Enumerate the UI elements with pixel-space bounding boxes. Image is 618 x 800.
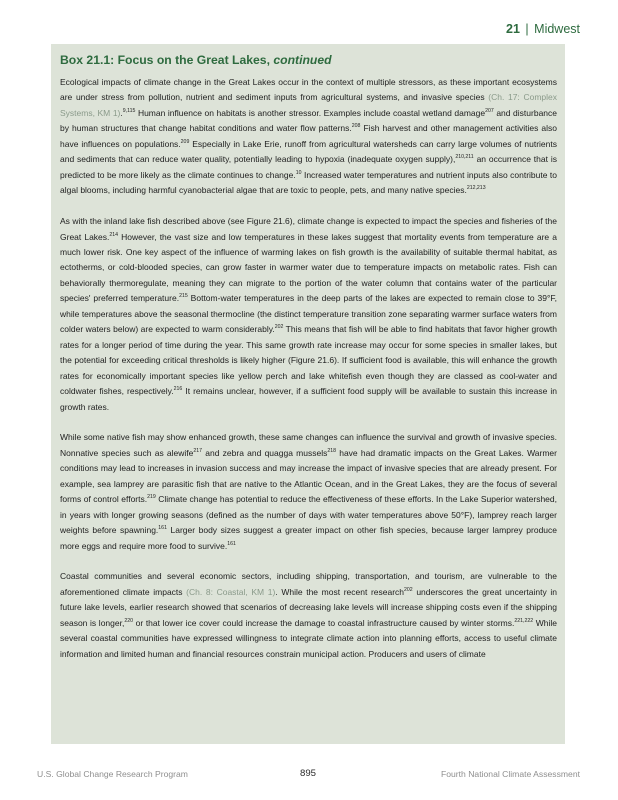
- paragraph-text: an occurrence that is predicted to be more likely as the climate continues to change.: [60, 154, 557, 180]
- box-title-main: Box 21.1: Focus on the Great Lakes,: [60, 53, 270, 67]
- paragraph-text: underscores the great uncertainty in future lake levels, earlier research showed that scenarios of decreasing lake levels will increase shipping costs even if the shipping season is longer,: [60, 586, 557, 628]
- paragraph-text: Ecological impacts of climate change in the Great Lakes occur in the context of multiple stressors, as these important ecosystems are under stress from pollution, nutrient and sediment inputs from agricultural systems, and invasive species: [60, 77, 557, 103]
- paragraph-text: Larger body sizes suggest a greater impact on other fish species, because larger lamprey produce more eggs and require more food to survive.: [60, 525, 558, 551]
- paragraph-text: This means that fish will be able to find habitats that favor higher growth rates for a longer period of time during the year. This same growth rate increase may occur for some species in smaller lakes, but the potential for exceeding critical thresholds is likely higher (Figure 21.6). If sufficient food is available, this will enhance the growth rates for economically important species like yellow perch and lake whitefish even though they are classed as cool-water and coldwater fishes, respectively.: [60, 324, 557, 397]
- box-title: [60, 53, 557, 68]
- great-lakes-box: [51, 44, 565, 744]
- paragraph-text: Coastal communities and several economic sectors, including shipping, transportation, and tourism, are vulnerable to the aforementioned climate impacts: [60, 571, 557, 597]
- citation-superscript: 220: [124, 617, 133, 624]
- paragraph-text: It remains unclear, however, if a sufficient food supply will be available to sustain this increase in growth rates.: [60, 386, 557, 412]
- paragraph-text: and disturbance by human structures that change habitat conditions and water flow patterns.: [60, 107, 558, 134]
- footer-program: U.S. Global Change Research Program: [37, 769, 188, 779]
- paragraph-text: Increased water temperatures and nutrient inputs also contribute to algal blooms, including harmful cyanobacterial algae that are toxic to people, pets, and many native species.: [60, 169, 557, 196]
- header-separator: |: [525, 22, 529, 36]
- citation-superscript: 202: [404, 586, 413, 593]
- paragraph-text: and zebra and quagga mussels: [202, 447, 328, 458]
- citation-superscript: 161: [227, 540, 236, 547]
- chapter-cross-reference-link[interactable]: (Ch. 17: Complex Systems, KM 1): [60, 92, 557, 118]
- citation-superscript: 208: [351, 123, 361, 130]
- citation-superscript: 161: [158, 525, 167, 532]
- citation-superscript: 221,222: [514, 617, 534, 624]
- paragraph-text: Human influence on habitats is another stressor. Examples include coastal wetland damage: [135, 107, 486, 118]
- paragraph-text: have had dramatic impacts on the Great Lakes. Warmer conditions may lead to increases in invasion success and may increase the impact of invasive species that are already present. For example, sea lamprey are parasitic fish that are native to the Atlantic Ocean, and in the Great Lakes, they are the focus of several forms of control efforts.: [60, 447, 557, 505]
- paragraph-text: While several coastal communities have expressed willingness to integrate climate action into planning efforts, access to useful climate information and limited human and financial resources constrain municipal action. Producers and users of climate: [60, 617, 557, 659]
- box-body: [60, 75, 557, 662]
- paragraph-text: or that lower ice cover could increase the damage to coastal infrastructure caused by winter storms.: [133, 617, 515, 628]
- citation-superscript: 217: [193, 447, 203, 454]
- chapter-number: 21: [506, 22, 520, 36]
- paragraph-invasive-species: [60, 430, 557, 554]
- citation-superscript: 202: [274, 324, 284, 331]
- paragraph-text: Climate change has potential to reduce the effectiveness of these efforts. In the Lake Superior watershed, in years with longer growing seasons (defined as the number of days with water temperatures above 50°F), lamprey reach larger weights before spawning.: [60, 494, 557, 536]
- citation-superscript: 9,115: [122, 107, 136, 114]
- paragraph-text: Bottom-water temperatures in the deep parts of the lakes are expected to remain close to 39°F, while temperatures above the seasonal thermocline (the distinct temperature transition zone separating warmer surface waters from colder waters below) are expected to warm considerably.: [60, 293, 557, 335]
- citation-superscript: 218: [327, 447, 336, 454]
- citation-superscript: 214: [109, 231, 119, 238]
- citation-superscript: 219: [147, 494, 156, 501]
- paragraph-text: As with the inland lake fish described above (see Figure 21.6), climate change is expected to impact the species and fisheries of the Great Lakes.: [60, 216, 557, 242]
- page-number: 895: [300, 768, 317, 779]
- chapter-title: Midwest: [534, 22, 580, 36]
- paragraph-ecological-impacts: [60, 75, 557, 199]
- paragraph-fish-growth: [60, 214, 557, 415]
- paragraph-text: Fish harvest and other management activities also have influences on populations.: [60, 123, 557, 149]
- citation-superscript: 212,213: [466, 185, 486, 192]
- paragraph-text: Especially in Lake Erie, runoff from agricultural watersheds can carry large volumes of nutrients and sediments that can reduce water quality, potentially leading to hypoxia (inadequate oxygen supply),: [60, 138, 558, 165]
- paragraph-text: . While the most recent research: [275, 586, 405, 597]
- citation-superscript: 216: [173, 386, 183, 393]
- citation-superscript: 10: [295, 169, 302, 176]
- citation-superscript: 207: [485, 107, 494, 114]
- citation-superscript: 215: [179, 293, 188, 300]
- paragraph-text: .: [120, 107, 123, 118]
- paragraph-text: However, the vast size and low temperatures in these lakes suggest that mortality events from temperature are a much lower risk. One key aspect of the influence of warming lakes on fish growth is the availability of suitable thermal habitat, as ectotherms, or cold-blooded species, can grow faster in warmer water due to temperature impacts on metabolic rates. Fish can behaviorally thermoregulate, meaning they can migrate to the portion of the water column that contains water of the particular species' preferred temperature.: [60, 231, 557, 304]
- box-title-continued: continued: [273, 53, 332, 67]
- page-header: [506, 22, 580, 36]
- citation-superscript: 210,211: [455, 154, 474, 161]
- footer-assessment: Fourth National Climate Assessment: [441, 769, 580, 779]
- paragraph-coastal-communities: [60, 569, 557, 662]
- chapter-cross-reference-link[interactable]: (Ch. 8: Coastal, KM 1): [186, 586, 276, 597]
- citation-superscript: 209: [180, 138, 190, 145]
- paragraph-text: While some native fish may show enhanced growth, these same changes can influence the survival and growth of invasive species. Nonnative species such as alewife: [60, 432, 557, 458]
